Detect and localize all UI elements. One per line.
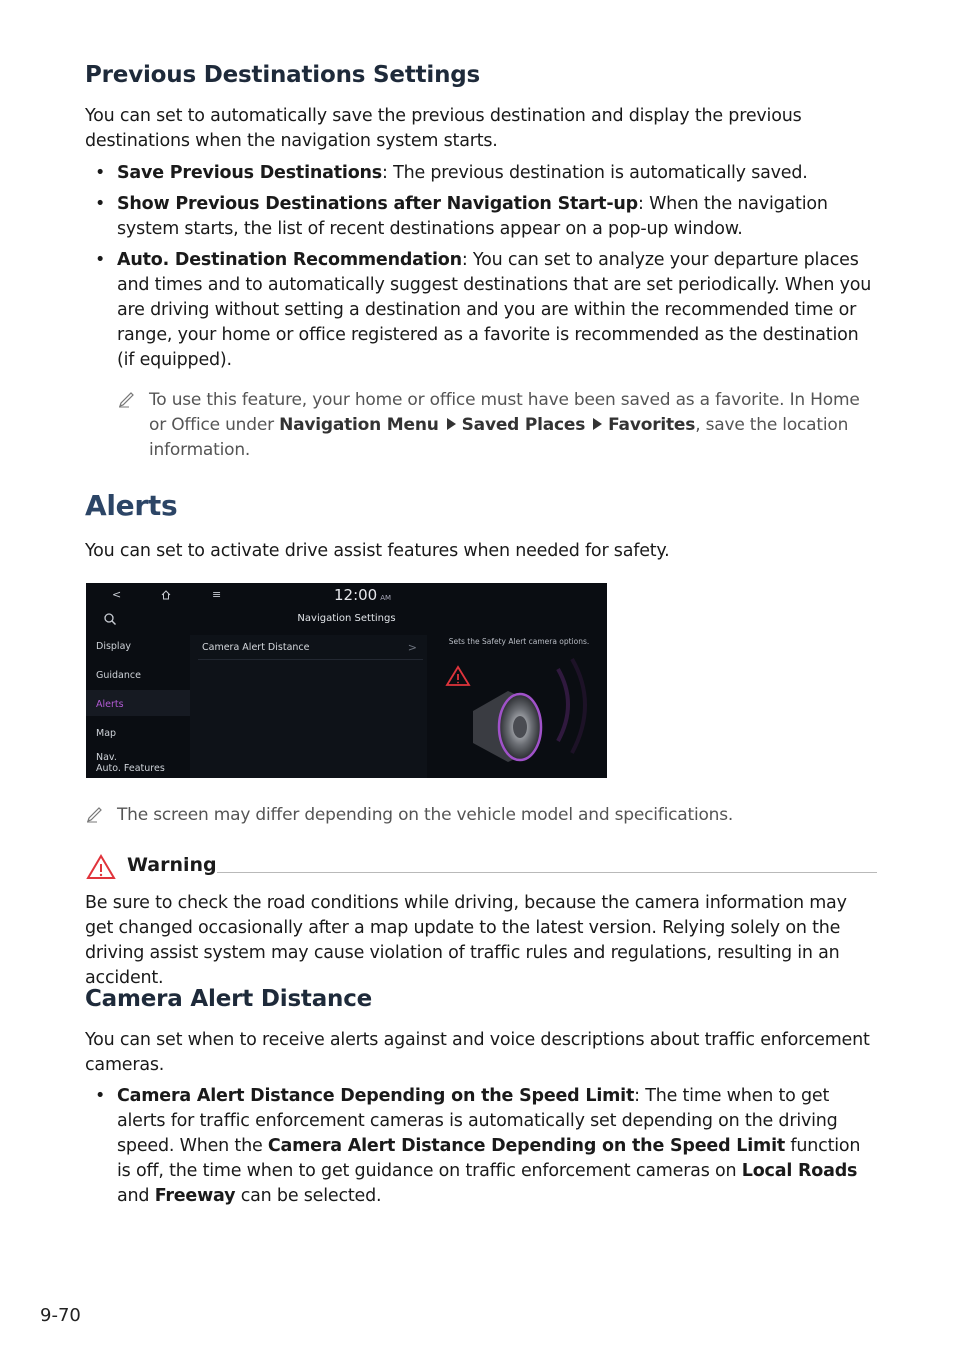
chevron-right-icon: > bbox=[407, 641, 417, 654]
list-item bbox=[85, 192, 877, 242]
camera-intro: You can set when to receive alerts against and voice descriptions about traffic enforcement cameras. bbox=[85, 1030, 870, 1075]
term: Local Roads bbox=[741, 1161, 858, 1181]
warning-icon bbox=[85, 853, 117, 881]
clock bbox=[334, 586, 391, 604]
status-bar bbox=[86, 583, 607, 608]
pencil-icon bbox=[85, 803, 105, 823]
row-label: Camera Alert Distance bbox=[202, 642, 310, 653]
pencil-icon bbox=[117, 388, 137, 408]
warning-header bbox=[85, 853, 877, 883]
term: Freeway bbox=[154, 1186, 236, 1206]
alerts-intro: You can set to activate drive assist features when needed for safety. bbox=[85, 541, 670, 561]
settings-menu bbox=[86, 635, 190, 778]
clock-ampm: AM bbox=[380, 594, 392, 602]
term: Show Previous Destinations after Navigation Start-up bbox=[117, 194, 639, 214]
screen-differ-note bbox=[117, 803, 877, 828]
list-row-camera-alert-distance bbox=[198, 639, 423, 660]
page-number: 9-70 bbox=[40, 1305, 81, 1326]
settings-list bbox=[190, 635, 427, 778]
term: Auto. Destination Recommendation bbox=[117, 250, 462, 270]
arrow-right-icon bbox=[593, 418, 602, 430]
home-icon bbox=[161, 590, 171, 600]
speaker-alert-illustration bbox=[438, 649, 607, 778]
description: : You can set to analyze your departure places and times and to automatically suggest destinations that are set periodically. When you are driving without setting a destination and you are within the recommended time or range, your home or office registered as a favorite is recommended as the destination (if equipped). bbox=[117, 250, 872, 370]
list-item bbox=[85, 248, 877, 373]
section-heading-previous-destinations: Previous Destinations Settings bbox=[85, 62, 481, 88]
warning-label: Warning bbox=[127, 854, 217, 876]
description: : When the navigation system starts, the list of recent destinations appear on a pop-up window. bbox=[117, 194, 828, 239]
menu-path-item: Favorites bbox=[608, 415, 696, 435]
description: function is off, the time when to get guidance on traffic enforcement cameras on bbox=[117, 1136, 861, 1181]
menu-item-map: Map bbox=[96, 728, 117, 739]
screen-title: Navigation Settings bbox=[297, 613, 396, 624]
term: Camera Alert Distance Depending on the Speed Limit bbox=[117, 1086, 635, 1106]
option-description: Sets the Safety Alert camera options. bbox=[448, 637, 590, 646]
description: : The previous destination is automatically saved. bbox=[382, 163, 808, 183]
back-icon: < bbox=[112, 588, 122, 601]
term: Save Previous Destinations bbox=[117, 163, 383, 183]
arrow-right-icon bbox=[447, 418, 456, 430]
menu-item-alerts: Alerts bbox=[96, 699, 124, 710]
note-text: , save the location information. bbox=[149, 415, 849, 460]
camera-list bbox=[85, 1084, 877, 1215]
favorite-note bbox=[149, 388, 877, 463]
warning-text: Be sure to check the road conditions while driving, because the camera information may get changed occasionally after a map update to the latest version. Relying solely on the driving assist system may cause violation of traffic rules and regulations, resulting in an accident. bbox=[85, 893, 847, 988]
menu-item-guidance: Guidance bbox=[96, 670, 141, 681]
list-item bbox=[85, 1084, 877, 1209]
section-heading-camera-alert-distance: Camera Alert Distance bbox=[85, 986, 373, 1012]
menu-path-item: Saved Places bbox=[461, 415, 586, 435]
menu-item-nav: Nav. bbox=[96, 752, 117, 763]
note-text: The screen may differ depending on the vehicle model and specifications. bbox=[117, 805, 734, 825]
clock-time: 12:00 bbox=[334, 586, 378, 604]
menu-icon: ≡ bbox=[212, 588, 222, 601]
previous-destinations-list bbox=[85, 161, 877, 379]
menu-item-display: Display bbox=[96, 641, 132, 652]
menu-path-item: Navigation Menu bbox=[279, 415, 439, 435]
description: : The time when to get alerts for traffic enforcement cameras is automatically set depending on the driving speed. When the bbox=[117, 1086, 838, 1156]
menu-item-auto-features: Auto. Features bbox=[96, 763, 165, 774]
divider bbox=[217, 872, 877, 873]
description: can be selected. bbox=[235, 1186, 382, 1206]
navigation-settings-screenshot bbox=[86, 583, 607, 778]
term: Camera Alert Distance Depending on the Speed Limit bbox=[267, 1136, 786, 1156]
previous-destinations-intro: You can set to automatically save the previous destination and display the previous destinations when the navigation system starts. bbox=[85, 106, 802, 151]
note-text: To use this feature, your home or office must have been saved as a favorite. In Home or Office under bbox=[149, 390, 860, 435]
list-item bbox=[85, 161, 877, 186]
section-heading-alerts: Alerts bbox=[85, 489, 178, 522]
description: and bbox=[117, 1186, 155, 1206]
